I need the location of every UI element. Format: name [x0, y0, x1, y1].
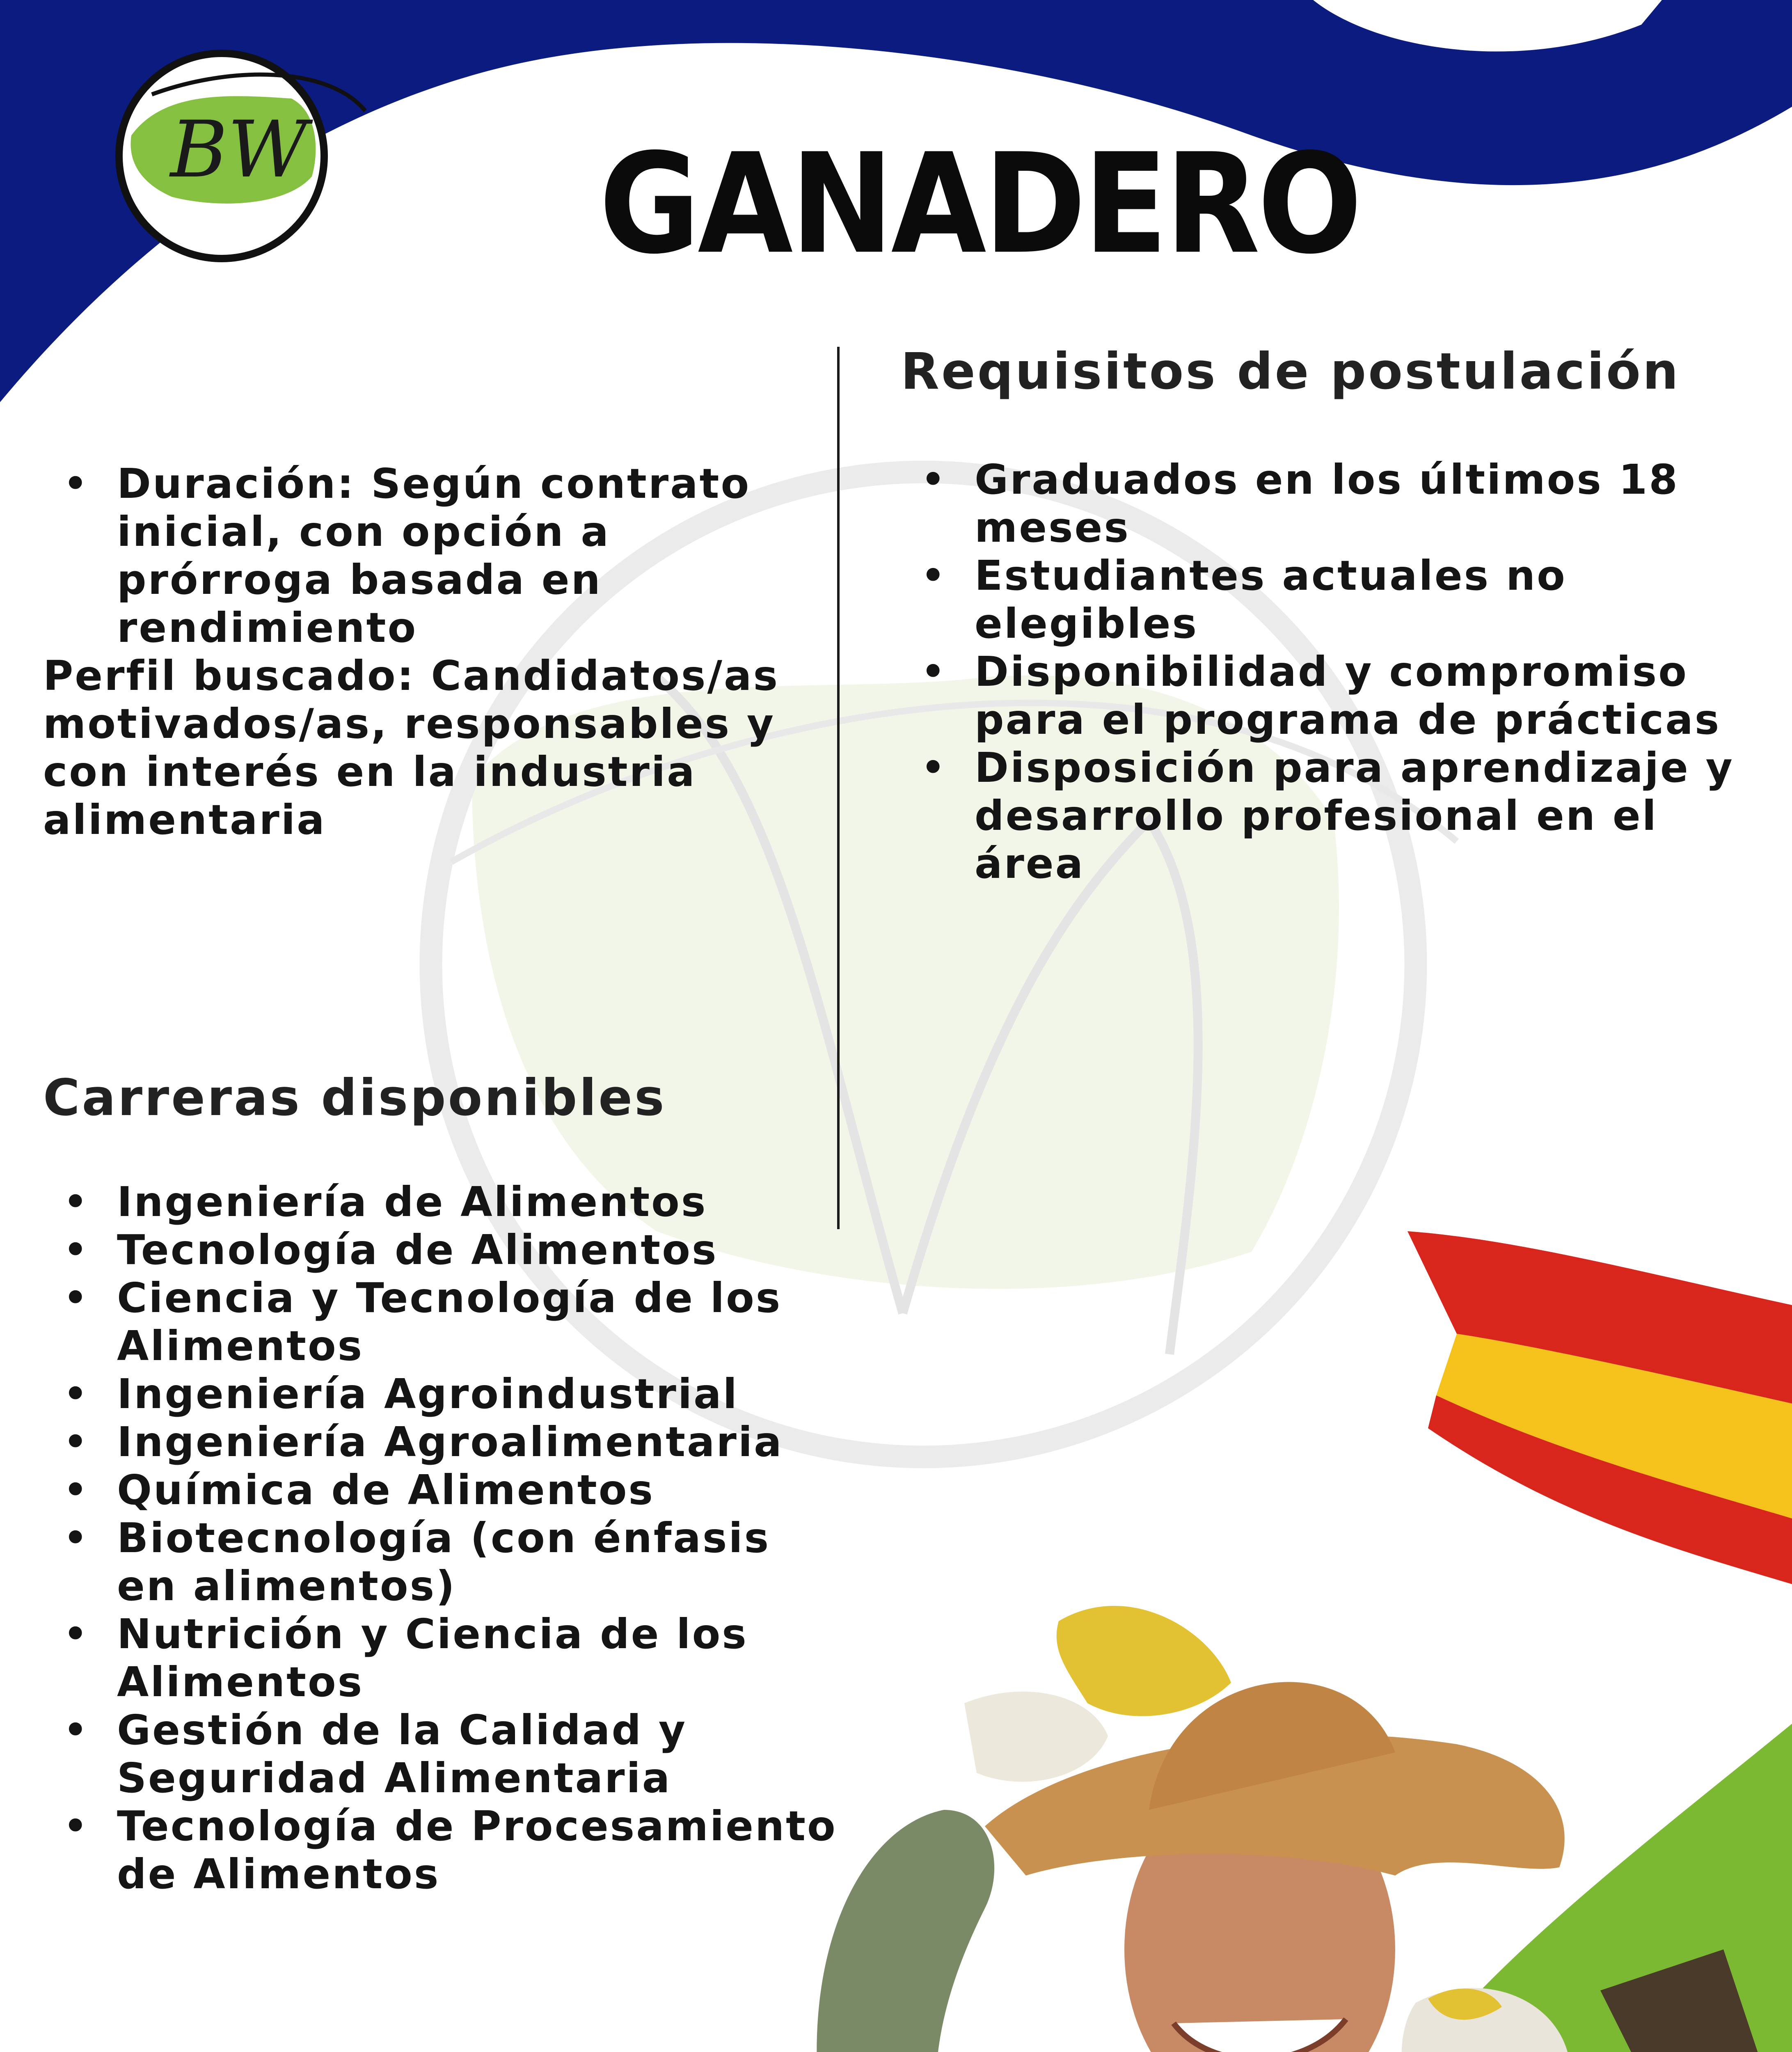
- list-item: • Biotecnología (con énfasis en alimentos): [43, 1514, 843, 1610]
- list-item: • Ingeniería Agroalimentaria: [43, 1418, 843, 1466]
- list-item: • Gestión de la Calidad y Seguridad Alimentaria: [43, 1706, 843, 1802]
- list-item: • Graduados en los últimos 18 meses: [901, 456, 1783, 552]
- list-item: • Tecnología de Alimentos: [43, 1226, 843, 1274]
- list-item: • Estudiantes actuales no elegibles: [901, 552, 1783, 648]
- page-title: GANADERO: [599, 124, 1360, 284]
- duration-item: • Duración: Según contrato inicial, con opción a prórroga basada en rendimiento: [43, 460, 831, 652]
- logo-monogram: BW: [170, 104, 308, 195]
- contract-info: [43, 460, 831, 844]
- profile-text: Perfil buscado: Candidatos/as motivados/as, responsables y con interés en la industria alimentaria: [43, 652, 779, 844]
- list-item: • Nutrición y Ciencia de los Alimentos: [43, 1610, 843, 1706]
- list-item: • Ingeniería de Alimentos: [43, 1178, 843, 1226]
- list-item: • Disponibilidad y compromiso para el programa de prácticas: [901, 648, 1783, 744]
- duration-list: [43, 460, 831, 652]
- list-item: • Ingeniería Agroindustrial: [43, 1370, 843, 1418]
- list-item: • Tecnología de Procesamiento de Alimentos: [43, 1802, 843, 1898]
- list-item: • Disposición para aprendizaje y desarrollo profesional en el área: [901, 744, 1783, 888]
- bolivianworkers-logo: [98, 41, 386, 271]
- careers-heading: Carreras disponibles: [43, 1069, 666, 1127]
- column-divider: [837, 347, 840, 1229]
- careers-list: [43, 1178, 843, 1898]
- requirements-heading: Requisitos de postulación: [901, 342, 1680, 401]
- list-item: • Química de Alimentos: [43, 1466, 843, 1514]
- requirements-list: [901, 456, 1783, 888]
- farmer-photo: [739, 1580, 1792, 2052]
- list-item: • Ciencia y Tecnología de los Alimentos: [43, 1274, 843, 1370]
